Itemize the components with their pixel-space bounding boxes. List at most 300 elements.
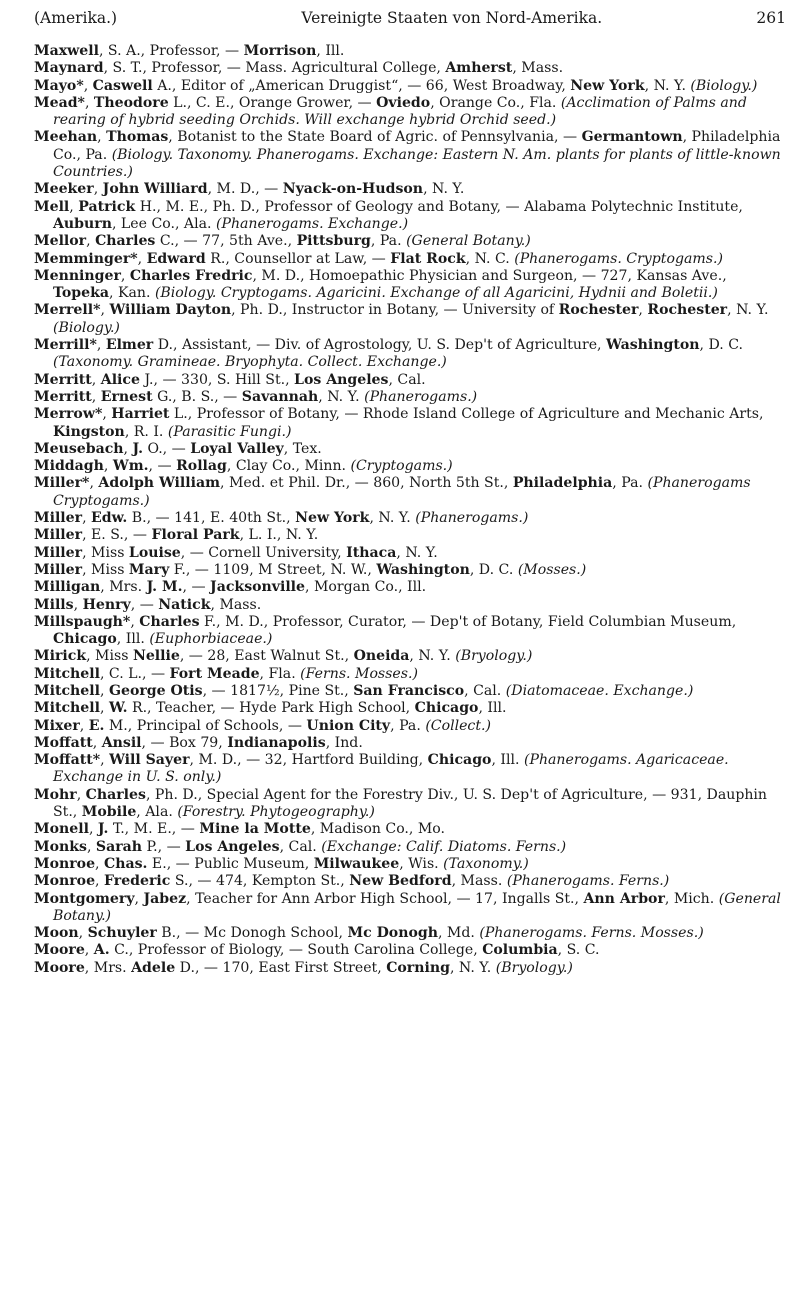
entry-detail-text: , Pa. — [390, 717, 426, 734]
entry-interest-text: (Biology.) — [53, 319, 120, 336]
entry-name-text: Will Sayer — [109, 752, 190, 769]
entry-name-text: Moon — [34, 925, 79, 942]
directory-entry — [34, 389, 786, 406]
entry-name-text: Indianapolis — [227, 734, 326, 751]
entry-detail-text: , — [103, 458, 113, 475]
directory-entry — [34, 458, 786, 475]
entry-detail-text: , — [134, 890, 144, 907]
directory-page — [34, 8, 786, 977]
entry-detail-text: , — Cornell University, — [180, 544, 347, 561]
entry-detail-text: , — [88, 821, 98, 838]
entry-name-text: Monroe — [34, 855, 96, 872]
entry-name-text: Middagh — [34, 458, 104, 475]
directory-entry — [34, 60, 786, 77]
entry-detail-text: , — [638, 302, 648, 319]
entry-detail-text: , Md. — [437, 925, 480, 942]
entry-detail-text: , S. C. — [557, 942, 600, 959]
entry-name-text: Mayo* — [34, 77, 84, 94]
entry-detail-text: , — [100, 302, 110, 319]
entry-detail-text: , — [120, 267, 130, 284]
entry-name-text: Amherst — [445, 60, 513, 77]
entry-name-text: George Otis — [108, 682, 203, 699]
entry-detail-text: C., — 77, 5th Ave., — [155, 233, 297, 250]
entry-name-text: Jacksonville — [210, 579, 305, 596]
entry-name-text: New Bedford — [349, 873, 452, 890]
directory-entry — [34, 406, 786, 441]
entry-interest-text: (General Botany.) — [406, 233, 531, 250]
entry-detail-text: J., — 330, S. Hill St., — [139, 371, 295, 388]
entry-name-text: Merrell* — [34, 302, 101, 319]
entry-name-text: San Francisco — [353, 682, 465, 699]
entry-detail-text: , Mich. — [664, 890, 719, 907]
entry-detail-text: , Cal. — [464, 682, 506, 699]
directory-entry — [34, 181, 786, 198]
directory-entry — [34, 372, 786, 389]
entry-detail-text: , — 28, East Walnut St., — [179, 648, 354, 665]
entry-detail-text: F., M. D., Professor, Curator, — Dep't of Botany, Field Columbian Museum, — [199, 613, 737, 630]
entry-interest-text: (Phanerogams. Exchange.) — [215, 215, 409, 232]
entry-detail-text: , Pa. — [612, 475, 648, 492]
directory-entry — [34, 942, 786, 959]
entry-name-text: Miller — [34, 510, 83, 527]
entry-name-text: Maynard — [34, 60, 104, 77]
entry-name-text: Montgomery — [34, 890, 135, 907]
entry-name-text: Mellor — [34, 233, 87, 250]
entry-detail-text: R., Teacher, — Hyde Park High School, — [127, 700, 415, 717]
entry-detail-text: B., — 141, E. 40th St., — [127, 510, 296, 527]
entry-detail-text: , — [137, 250, 147, 267]
entry-detail-text: , — [82, 510, 92, 527]
entry-name-text: Memminger* — [34, 250, 138, 267]
entry-detail-text: , — [86, 233, 96, 250]
entry-detail-text: , Clay Co., Minn. — [226, 458, 351, 475]
entry-interest-text: (Euphorbiaceae.) — [149, 631, 273, 648]
entry-name-text: Alice — [100, 371, 140, 388]
entry-name-text: Charles — [139, 613, 200, 630]
entry-name-text: Rochester — [558, 302, 639, 319]
entry-name-text: Mitchell — [34, 665, 100, 682]
entry-detail-text: , N. Y. — [644, 77, 691, 94]
directory-entry — [34, 268, 786, 303]
entry-detail-text: T., M. E., — — [108, 821, 200, 838]
entry-name-text: Moore — [34, 959, 85, 976]
entry-detail-text: , N. Y. — [318, 388, 365, 405]
entry-interest-text: (Ferns. Mosses.) — [300, 665, 418, 682]
directory-entry — [34, 302, 786, 337]
entry-detail-text: , Mrs. — [84, 959, 132, 976]
entry-name-text: Monell — [34, 821, 89, 838]
entry-name-text: Columbia — [482, 942, 558, 959]
entry-name-text: Mc Donogh — [347, 925, 438, 942]
entry-detail-text: , Kan. — [109, 285, 155, 302]
entry-detail-text: , Miss — [82, 561, 129, 578]
entry-detail-text: , — [123, 440, 133, 457]
entry-detail-text: , D. C. — [699, 337, 744, 354]
entry-interest-text: (Bryology.) — [495, 959, 573, 976]
region-label: (Amerika.) — [34, 9, 118, 27]
entry-name-text: Union City — [306, 717, 391, 734]
entry-interest-text: (Bryology.) — [455, 648, 533, 665]
entry-detail-text: , — [95, 855, 105, 872]
entry-name-text: Wm. — [112, 458, 149, 475]
entry-name-text: Merritt — [34, 388, 92, 405]
entry-name-text: Merrow* — [34, 406, 103, 423]
entry-detail-text: , Ala. — [136, 804, 178, 821]
entry-name-text: Chicago — [427, 752, 492, 769]
entry-name-text: Charles — [85, 786, 146, 803]
directory-entry — [34, 752, 786, 787]
entry-name-text: Nyack-on-Hudson — [282, 181, 424, 198]
entry-name-text: Jabez — [143, 890, 187, 907]
entry-detail-text: , Botanist to the State Board of Agric. of Pennsylvania, — — [168, 129, 582, 146]
page-header — [34, 8, 786, 28]
entry-detail-text: , Fla. — [259, 665, 301, 682]
entry-detail-text: R., Counsellor at Law, — — [205, 250, 391, 267]
directory-entry — [34, 251, 786, 268]
entry-detail-text: M., Principal of Schools, — — [104, 717, 307, 734]
directory-entry — [34, 839, 786, 856]
entry-detail-text: , — [97, 129, 107, 146]
entry-name-text: Schuyler — [87, 925, 157, 942]
entry-name-text: Moffatt* — [34, 752, 101, 769]
entry-name-text: Mirick — [34, 648, 87, 665]
directory-entry — [34, 441, 786, 458]
entry-detail-text: , — [84, 94, 94, 111]
entry-name-text: Miller — [34, 561, 83, 578]
directory-entry — [34, 683, 786, 700]
directory-entry — [34, 735, 786, 752]
entry-name-text: Thomas — [106, 129, 169, 146]
entry-detail-text: , Lee Co., Ala. — [111, 215, 216, 232]
entry-name-text: Maxwell — [34, 43, 99, 59]
directory-entry — [34, 562, 786, 579]
entry-detail-text: , N. C. — [465, 250, 515, 267]
entry-detail-text: , Ill. — [491, 752, 524, 769]
entry-name-text: Oviedo — [376, 94, 431, 111]
entry-interest-text: (Taxonomy.) — [443, 855, 529, 872]
directory-entry — [34, 545, 786, 562]
entry-name-text: J. M. — [146, 579, 183, 596]
entry-detail-text: , R. I. — [124, 423, 168, 440]
directory-entry — [34, 648, 786, 665]
entry-name-text: Frederic — [104, 873, 171, 890]
entry-name-text: Mary — [128, 561, 170, 578]
entry-detail-text: , — [99, 700, 109, 717]
entry-name-text: Patrick — [78, 198, 136, 215]
entry-detail-text: L., Professor of Botany, — Rhode Island College of Agriculture and Mechanic Arts, — [169, 406, 764, 423]
entry-name-text: Kingston — [53, 423, 125, 440]
entry-name-text: Millspaugh* — [34, 613, 131, 630]
entry-name-text: Rochester — [647, 302, 728, 319]
directory-entry — [34, 527, 786, 544]
entry-detail-text: , — [69, 198, 79, 215]
entry-detail-text: L., C. E., Orange Grower, — — [168, 94, 377, 111]
entry-interest-text: (Cryptogams.) — [350, 458, 453, 475]
entry-name-text: Chicago — [414, 700, 479, 717]
entry-name-text: Topeka — [53, 285, 109, 302]
entry-interest-text: (Phanerogams. Agaricaceae. Exchange in U. S. only.) — [53, 752, 729, 786]
entry-detail-text: , — [100, 752, 110, 769]
entry-interest-text: (Acclimation of Palms and rearing of hybrid seeding Orchids. Will exchange hybrid Orchid seed.) — [53, 94, 747, 129]
entry-name-text: Elmer — [105, 337, 154, 354]
directory-entry — [34, 666, 786, 683]
entry-detail-text: , Madison Co., Mo. — [310, 821, 446, 838]
entry-interest-text: (Forestry. Phytogeography.) — [177, 804, 375, 821]
entry-detail-text: , Ill. — [478, 700, 507, 717]
entry-name-text: Oneida — [353, 648, 410, 665]
entry-detail-text: , — [130, 613, 140, 630]
entry-detail-text: , D. C. — [469, 561, 518, 578]
entry-name-text: Meeker — [34, 181, 94, 198]
entry-name-text: Sarah — [95, 838, 143, 855]
directory-entry — [34, 78, 786, 95]
entry-name-text: Edward — [146, 250, 206, 267]
entry-name-text: J. — [97, 821, 109, 838]
directory-entry — [34, 233, 786, 250]
entry-name-text: Flat Rock — [390, 250, 466, 267]
entry-detail-text: , — Box 79, — [141, 734, 228, 751]
entry-interest-text: (Parasitic Fungi.) — [167, 423, 292, 440]
entry-name-text: Mitchell — [34, 700, 100, 717]
entry-detail-text: , Mass. — [451, 873, 507, 890]
page-number: 261 — [756, 9, 786, 27]
entry-name-text: Washington — [606, 337, 700, 354]
entry-name-text: Loyal Valley — [190, 440, 284, 457]
directory-entry — [34, 95, 786, 130]
entry-name-text: Mixer — [34, 717, 80, 734]
directory-entry — [34, 129, 786, 181]
entry-name-text: Ann Arbor — [583, 890, 665, 907]
entry-detail-text: , N. Y. — [449, 959, 496, 976]
entry-detail-text: A., Editor of „American Druggist“, — 66, West Broadway, — [152, 77, 571, 94]
entry-name-text: Merrill* — [34, 337, 97, 354]
entry-name-text: Charles Fredric — [129, 267, 253, 284]
entry-detail-text: , M. D., Homoepathic Physician and Surgeon, — 727, Kansas Ave., — [252, 267, 727, 284]
entry-interest-text: (General Botany.) — [53, 890, 781, 924]
entry-interest-text: (Mosses.) — [517, 561, 587, 578]
entry-detail-text: , — [79, 717, 89, 734]
entry-detail-text: P., — — [142, 838, 186, 855]
directory-entry — [34, 787, 786, 822]
entry-name-text: Ansil — [101, 734, 142, 751]
entry-name-text: Monks — [34, 838, 87, 855]
entry-name-text: Mobile — [81, 804, 137, 821]
entry-detail-text: , — [76, 786, 86, 803]
entry-interest-text: (Phanerogams Cryptogams.) — [53, 475, 751, 509]
entry-interest-text: (Phanerogams. Cryptogams.) — [514, 250, 723, 267]
entry-interest-text: (Diatomaceae. Exchange.) — [505, 682, 694, 699]
entry-detail-text: D., Assistant, — Div. of Agrostology, U. S. Dep't of Agriculture, — [153, 337, 607, 354]
entry-name-text: Moffatt — [34, 734, 93, 751]
entry-name-text: Adolph William — [98, 475, 220, 492]
entry-detail-text: , Teacher for Ann Arbor High School, — 17, Ingalls St., — [186, 890, 584, 907]
directory-entry — [34, 597, 786, 614]
entry-name-text: Henry — [82, 596, 131, 613]
entry-detail-text: , — [95, 873, 105, 890]
entry-detail-text: , — [99, 682, 109, 699]
entry-name-text: Louise — [128, 544, 181, 561]
entry-detail-text: , C. L., — — [99, 665, 170, 682]
entry-name-text: John Williard — [102, 181, 208, 198]
entry-detail-text: E., — Public Museum, — [147, 855, 314, 872]
entry-name-text: Moore — [34, 942, 85, 959]
entry-interest-text: (Phanerogams. Ferns.) — [506, 873, 670, 890]
entry-interest-text: (Phanerogams. Ferns. Mosses.) — [479, 925, 704, 942]
entry-name-text: Fort Meade — [169, 665, 260, 682]
entry-name-text: Ithaca — [346, 544, 397, 561]
entry-interest-text: (Biology. Taxonomy. Phanerogams. Exchange: Eastern N. Am. plants for plants of little-known Countries.) — [53, 146, 781, 181]
entry-interest-text: (Taxonomy. Gramineae. Bryophyta. Collect. Exchange.) — [53, 354, 447, 371]
entry-detail-text: , Ph. D., Instructor in Botany, — University of — [231, 302, 559, 319]
entry-detail-text: , Morgan Co., Ill. — [305, 579, 427, 596]
entry-detail-text: , Pa. — [370, 233, 407, 250]
entry-interest-text: (Phanerogams.) — [364, 388, 478, 405]
entry-name-text: Chas. — [104, 855, 148, 872]
entry-detail-text: , M. D., — 32, Hartford Building, — [189, 752, 428, 769]
entry-detail-text: G., B. S., — — [152, 388, 242, 405]
entry-detail-text: , Mrs. — [100, 579, 147, 596]
entry-name-text: E. — [88, 717, 105, 734]
entry-detail-text: D., — 170, East First Street, — [175, 959, 387, 976]
entry-name-text: Nellie — [132, 648, 180, 665]
entry-detail-text: , — [78, 925, 88, 942]
entry-name-text: Germantown — [581, 129, 683, 146]
entry-detail-text: , — — [182, 579, 211, 596]
entry-detail-text: C., Professor of Biology, — South Carolina College, — [109, 942, 483, 959]
directory-entry — [34, 873, 786, 890]
entry-detail-text: , — [89, 475, 99, 492]
entry-detail-text: , — [96, 337, 106, 354]
entry-detail-text: , Med. et Phil. Dr., — 860, North 5th St., — [220, 475, 513, 492]
entry-detail-text: , M. D., — — [207, 181, 283, 198]
entry-name-text: Mills — [34, 596, 74, 613]
entry-name-text: Los Angeles — [185, 838, 280, 855]
entry-name-text: Mitchell — [34, 682, 100, 699]
entry-detail-text: , E. S., — — [82, 527, 152, 544]
entry-name-text: Monroe — [34, 873, 96, 890]
entry-detail-text: , N. Y. — [409, 648, 456, 665]
entry-name-text: Adele — [131, 959, 176, 976]
directory-entry — [34, 960, 786, 977]
directory-entry — [34, 43, 786, 60]
entry-name-text: Edw. — [91, 510, 128, 527]
directory-entry — [34, 700, 786, 717]
directory-entry — [34, 891, 786, 926]
entry-name-text: Ernest — [100, 388, 153, 405]
entry-detail-text: , Miss — [86, 648, 133, 665]
entry-name-text: Meehan — [34, 129, 98, 146]
entry-name-text: Auburn — [53, 215, 112, 232]
running-title: Vereinigte Staaten von Nord-Amerika. — [301, 9, 603, 27]
entry-detail-text: B., — Mc Donogh School, — [156, 925, 348, 942]
entry-name-text: Los Angeles — [294, 371, 389, 388]
entry-name-text: Caswell — [92, 77, 153, 94]
entry-name-text: Morrison — [243, 43, 317, 59]
entry-name-text: Mell — [34, 198, 70, 215]
entry-name-text: Miller* — [34, 475, 90, 492]
entry-detail-text: , — — [130, 596, 159, 613]
entry-detail-text: , — [93, 181, 103, 198]
entry-detail-text: H., M. E., Ph. D., Professor of Geology and Botany, — Alabama Polytechnic Institute, — [135, 198, 743, 215]
directory-entry — [34, 199, 786, 234]
entry-detail-text: , — [84, 942, 94, 959]
entry-interest-text: (Collect.) — [425, 717, 491, 734]
directory-entry — [34, 856, 786, 873]
entry-name-text: Natick — [158, 596, 211, 613]
entry-detail-text: , Wis. — [399, 855, 444, 872]
directory-entry — [34, 821, 786, 838]
entry-detail-text: , Mass. — [210, 596, 262, 613]
entry-name-text: Milligan — [34, 579, 101, 596]
entry-name-text: Corning — [386, 959, 450, 976]
entry-name-text: Mohr — [34, 786, 77, 803]
entry-name-text: Chicago — [53, 631, 117, 648]
entry-detail-text: , Ill. — [316, 43, 345, 59]
entry-detail-text: , Mass. — [512, 60, 564, 77]
entry-name-text: Milwaukee — [313, 855, 400, 872]
entry-detail-text: , Orange Co., Fla. — [430, 94, 561, 111]
entry-detail-text: , — [91, 388, 101, 405]
entry-detail-text: , N. Y. — [396, 544, 438, 561]
entry-name-text: Meusebach — [34, 440, 124, 457]
entry-detail-text: , N. Y. — [423, 181, 465, 198]
entry-detail-text: , Ill. — [116, 631, 150, 648]
entry-name-text: Miller — [34, 527, 83, 544]
entry-name-text: Philadelphia — [512, 475, 613, 492]
directory-entry — [34, 579, 786, 596]
entry-detail-text: S., — 474, Kempton St., — [170, 873, 350, 890]
entry-name-text: Mead* — [34, 94, 85, 111]
entry-detail-text: F., — 1109, M Street, N. W., — [169, 561, 377, 578]
entry-detail-text: , N. Y. — [727, 302, 769, 319]
entry-name-text: New York — [570, 77, 645, 94]
entry-detail-text: , — [92, 734, 102, 751]
entry-detail-text: , S. T., Professor, — Mass. Agricultural College, — [103, 60, 446, 77]
entry-name-text: Merritt — [34, 371, 92, 388]
entry-detail-text: , — [91, 371, 101, 388]
entry-name-text: Harriet — [111, 406, 170, 423]
entry-name-text: Floral Park — [151, 527, 240, 544]
directory-entry — [34, 925, 786, 942]
entry-detail-text: , N. Y. — [369, 510, 416, 527]
entry-detail-text: , — [73, 596, 83, 613]
directory-entry — [34, 718, 786, 735]
entry-name-text: Pittsburg — [296, 233, 371, 250]
entry-detail-text: , Ind. — [325, 734, 363, 751]
entry-interest-text: (Exchange: Calif. Diatoms. Ferns.) — [321, 838, 567, 855]
directory-entry — [34, 337, 786, 372]
directory-entry — [34, 614, 786, 649]
entry-name-text: New York — [295, 510, 370, 527]
directory-entry — [34, 475, 786, 510]
entry-detail-text: , S. A., Professor, — — [98, 43, 244, 59]
entry-interest-text: (Phanerogams.) — [415, 510, 529, 527]
entry-detail-text: , — [86, 838, 96, 855]
entry-detail-text: , Miss — [82, 544, 129, 561]
entry-name-text: Theodore — [93, 94, 169, 111]
entry-name-text: Rollag — [176, 458, 227, 475]
entry-name-text: Mine la Motte — [199, 821, 311, 838]
entry-detail-text: , Cal. — [388, 371, 426, 388]
entry-detail-text: O., — — [142, 440, 191, 457]
entry-detail-text: , — 1817½, Pine St., — [202, 682, 354, 699]
entry-name-text: J. — [132, 440, 143, 457]
entry-name-text: Charles — [95, 233, 156, 250]
entry-interest-text: (Biology. Cryptogams. Agaricini. Exchange of all Agaricini, Hydnii and Boletii.) — [154, 285, 718, 302]
entry-detail-text: , Cal. — [279, 838, 322, 855]
entry-detail-text: , Tex. — [283, 440, 322, 457]
entry-detail-text: , L. I., N. Y. — [239, 527, 319, 544]
